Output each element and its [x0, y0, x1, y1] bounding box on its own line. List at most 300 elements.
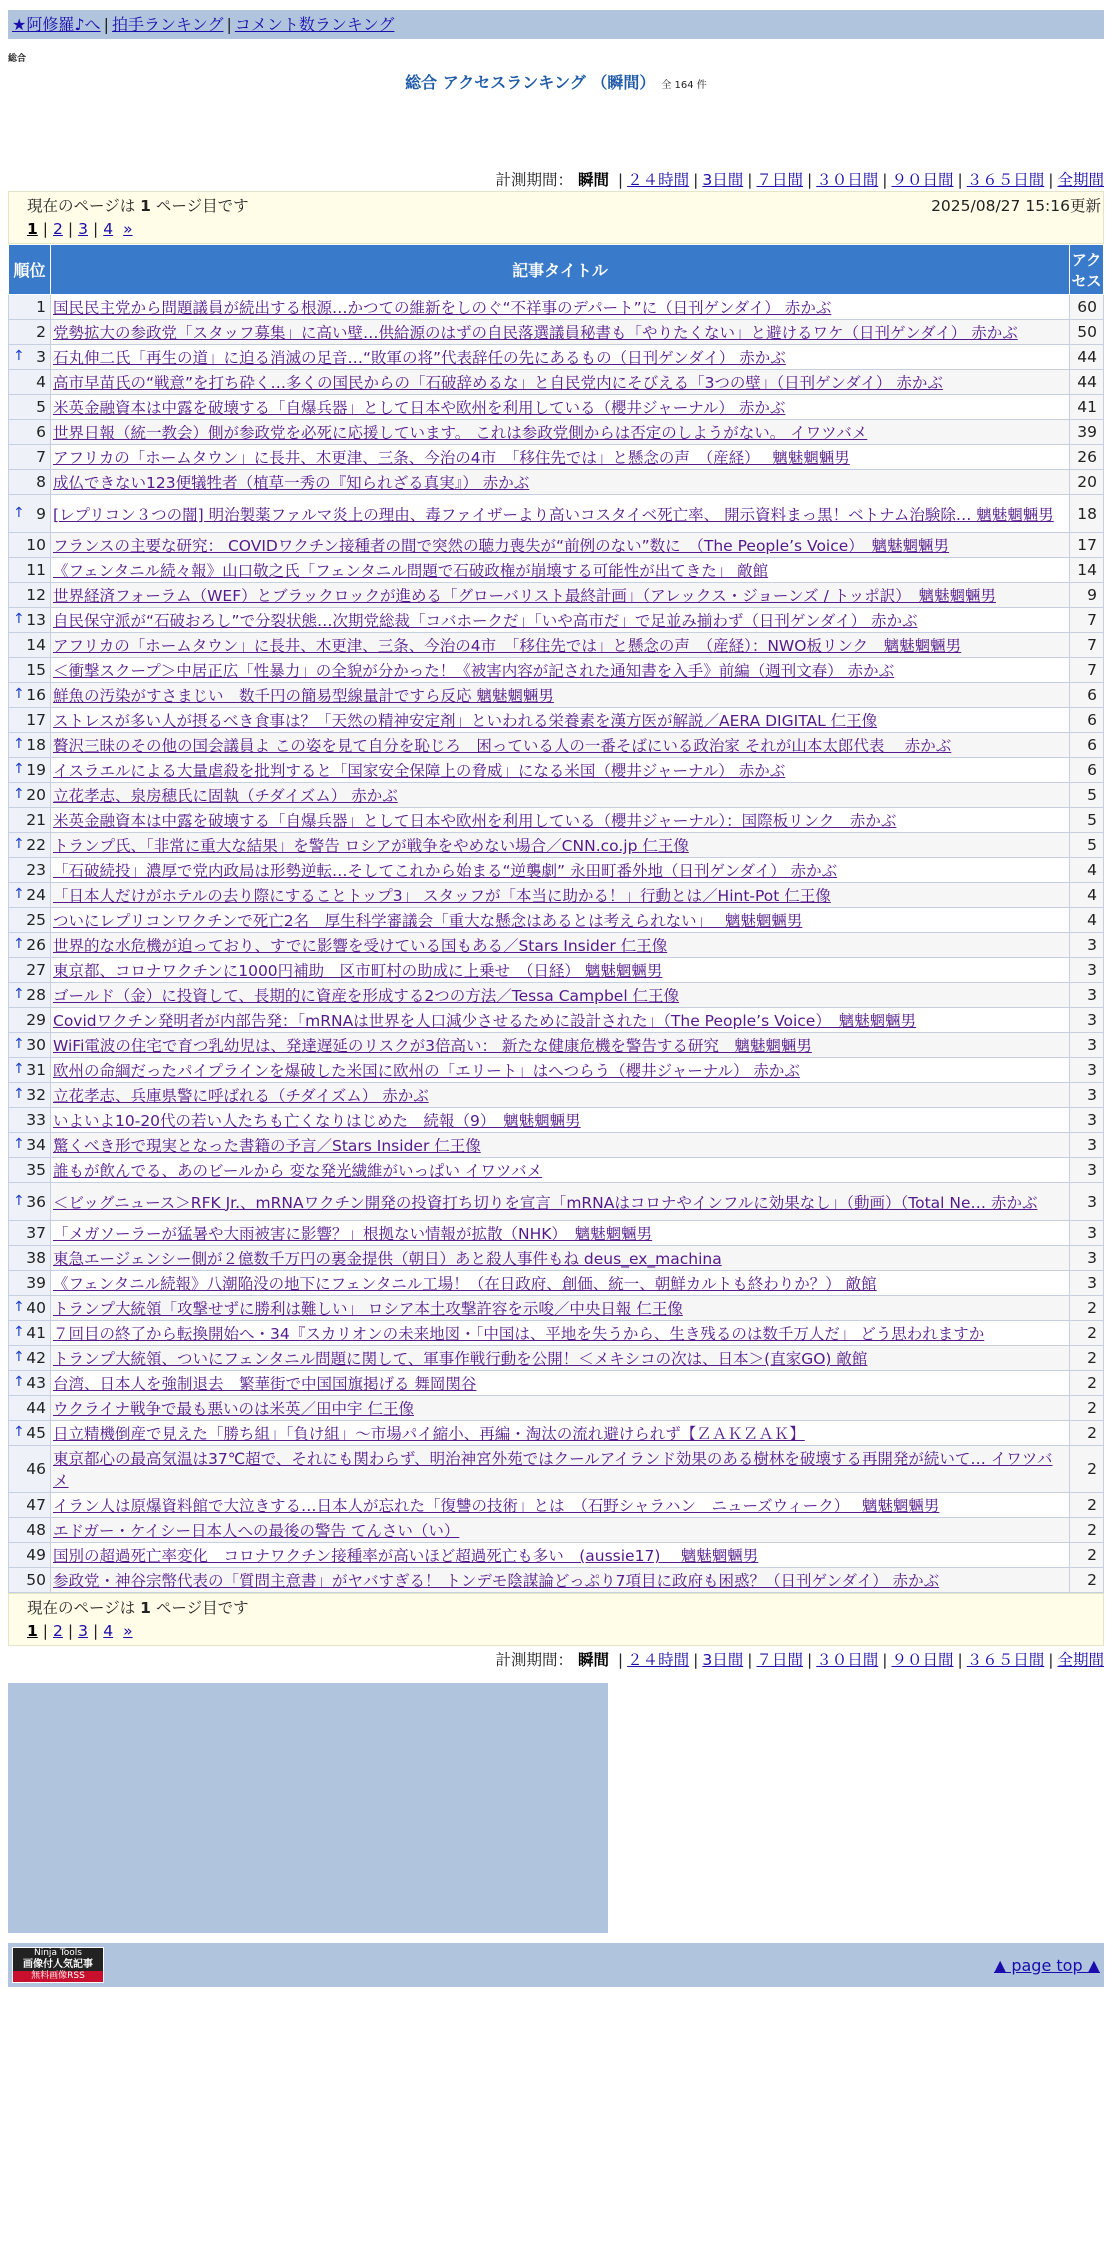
separator: | — [42, 1622, 49, 1640]
table-row — [9, 783, 1104, 808]
rank-cell — [9, 983, 51, 1008]
top-navigation: ★阿修羅♪へ | 拍手ランキング | コメント数ランキング — [8, 10, 1104, 39]
page-link[interactable]: » — [123, 220, 133, 238]
rank-number: 10 — [26, 536, 46, 554]
rank-cell — [9, 708, 51, 733]
rank-number: 7 — [36, 448, 46, 466]
table-row — [9, 1133, 1104, 1158]
rank-number: 13 — [26, 611, 46, 629]
rank-cell — [9, 1246, 51, 1271]
title-cell — [51, 658, 1070, 683]
access-count: 3 — [1070, 983, 1104, 1008]
title-cell — [51, 1346, 1070, 1371]
title-cell — [51, 683, 1070, 708]
article-link[interactable]: 高市早苗氏の“戦意”を打ち砕く…多くの国民からの「石破辞めるな」と自民党内にそびえる「3つの壁」（日刊ゲンダイ） 赤かぶ — [53, 374, 943, 392]
article-link[interactable]: エドガー・ケイシー日本人への最後の警告 てんさい（い） — [53, 1522, 460, 1540]
access-count: 2 — [1070, 1346, 1104, 1371]
period-selector — [0, 169, 1104, 191]
rank-number: 40 — [26, 1299, 46, 1317]
title-cell — [51, 958, 1070, 983]
page-link: 1 — [27, 220, 38, 238]
page-top-link[interactable]: ▲ page top ▲ — [993, 1955, 1100, 1975]
table-row — [9, 1296, 1104, 1321]
article-link[interactable]: 日立精機倒産で見えた「勝ち組」「負け組」～市場パイ縮小、再編・淘汰の流れ避けられず【ＺＡＫＺＡＫ】 — [53, 1425, 805, 1443]
arrow-up-icon: ↑ — [13, 348, 25, 364]
access-count: 4 — [1070, 858, 1104, 883]
rank-number: 9 — [36, 504, 46, 523]
access-count: 44 — [1070, 370, 1104, 395]
article-link[interactable]: 立花孝志、兵庫県警に呼ばれる（チダイズム） 赤かぶ — [53, 1087, 429, 1105]
rank-number: 20 — [26, 786, 46, 804]
page-link[interactable]: 3 — [78, 1622, 89, 1640]
table-row — [9, 958, 1104, 983]
article-link[interactable]: ついにレプリコンワクチンで死亡2名 厚生科学審議会「重大な懸念はあるとは考えられない」 魑魅魍魎男 — [53, 912, 803, 930]
table-row — [9, 1058, 1104, 1083]
title-cell — [51, 320, 1070, 345]
rank-cell — [9, 908, 51, 933]
period-label: 計測期間： — [495, 171, 573, 189]
rank-number: 3 — [36, 348, 46, 366]
table-row — [9, 708, 1104, 733]
separator: | — [1048, 1651, 1054, 1669]
title-cell — [51, 1271, 1070, 1296]
page-link[interactable]: » — [123, 1622, 133, 1640]
table-row — [9, 370, 1104, 395]
table-row — [9, 1321, 1104, 1346]
period-option[interactable]: ３０日間 — [816, 171, 879, 189]
title-cell — [51, 1083, 1070, 1108]
article-link[interactable]: 「日本人だけがホテルの去り際にすることトップ3」 スタッフが「本当に助かる！」行動とは／Hint-Pot 仁王像 — [53, 887, 831, 905]
article-link[interactable]: 世界的な水危機が迫っており、すでに影響を受けている国もある／Stars Insider 仁王像 — [53, 937, 668, 955]
rank-number: 1 — [36, 298, 46, 316]
article-link[interactable]: 欧州の命綱だったパイプラインを爆破した米国に欧州の「エリート」はへつらう（櫻井ジャーナル） 赤かぶ — [53, 1062, 800, 1080]
arrow-up-icon: ↑ — [13, 1192, 25, 1209]
article-link[interactable]: アフリカの「ホームタウン」に長井、木更津、三条、今治の4市 「移住先では」と懸念の声 （産経） 魑魅魍魎男 — [53, 449, 850, 467]
rank-number: 44 — [26, 1399, 46, 1417]
period-option[interactable]: 3日間 — [702, 1651, 744, 1669]
separator: | — [93, 220, 99, 238]
arrow-up-icon: ↑ — [13, 1349, 25, 1365]
table-row — [9, 883, 1104, 908]
rank-cell — [9, 420, 51, 445]
table-row — [9, 658, 1104, 683]
title-cell — [51, 420, 1070, 445]
access-count: 3 — [1070, 1083, 1104, 1108]
title-cell — [51, 1371, 1070, 1396]
title-cell — [51, 808, 1070, 833]
title-cell — [51, 633, 1070, 658]
header-title: 記事タイトル — [51, 245, 1070, 295]
table-row — [9, 1493, 1104, 1518]
arrow-up-icon: ↑ — [13, 1424, 25, 1440]
rank-number: 16 — [26, 686, 46, 704]
access-count: 7 — [1070, 658, 1104, 683]
access-count: 5 — [1070, 808, 1104, 833]
rank-cell — [9, 1008, 51, 1033]
access-count: 2 — [1070, 1446, 1104, 1493]
article-link[interactable]: 東急エージェンシー側が２億数千万円の裏金提供（朝日）あと殺人事件もね deus_ex_machina — [53, 1250, 722, 1268]
rank-cell — [9, 295, 51, 320]
rank-cell — [9, 345, 51, 370]
rank-cell — [9, 783, 51, 808]
article-link[interactable]: [レプリコン３つの闇] 明治製薬ファルマ炎上の理由、毒ファイザーより高いコスタイベ死亡率、 開示資料まっ黒！ベトナム治験除… 魑魅魍魎男 — [53, 505, 1054, 524]
rank-number: 48 — [26, 1521, 46, 1539]
article-link[interactable]: ウクライナ戦争で最も悪いのは米英／田中宇 仁王像 — [53, 1400, 414, 1418]
article-link[interactable]: トランプ大統領、ついにフェンタニル問題に関して、軍事作戦行動を公開！＜メキシコの次は、日本＞(直家GO) 敵館 — [53, 1350, 868, 1368]
article-link[interactable]: 鮮魚の汚染がすさまじい 数千円の簡易型線量計ですら反応 魑魅魍魎男 — [53, 687, 554, 705]
separator: | — [957, 1651, 963, 1669]
applause-ranking-link[interactable]: 拍手ランキング — [111, 15, 224, 34]
article-link[interactable]: 「石破続投」濃厚で党内政局は形勢逆転…そしてこれから始まる“逆襲劇” 永田町番外地（日刊ゲンダイ） 赤かぶ — [53, 862, 838, 880]
comment-ranking-link[interactable]: コメント数ランキング — [234, 15, 395, 34]
arrow-up-icon: ↑ — [13, 1061, 25, 1077]
rank-number: 39 — [26, 1274, 46, 1292]
table-row — [9, 445, 1104, 470]
table-row — [9, 558, 1104, 583]
table-row — [9, 420, 1104, 445]
article-link[interactable]: 台湾、日本人を強制退去 繁華街で中国国旗掲げる 舞岡関谷 — [53, 1375, 477, 1393]
table-row — [9, 295, 1104, 320]
title-cell — [51, 1058, 1070, 1083]
arrow-up-icon: ↑ — [13, 1374, 25, 1390]
header-count: アクセス — [1070, 245, 1104, 295]
access-count: 3 — [1070, 1246, 1104, 1271]
rank-number: 4 — [36, 373, 46, 391]
section-label: 総合 — [8, 54, 27, 64]
separator: | — [747, 171, 753, 189]
article-link[interactable]: ７回目の終了から転換開始へ・34『スカリオンの未来地図・「中国は、平地を失うから、生き残るのは数千万人だ」 どう思われますか — [53, 1325, 985, 1343]
article-link[interactable]: 驚くべき形で現実となった書籍の予言／Stars Insider 仁王像 — [53, 1137, 481, 1155]
access-count: 3 — [1070, 1033, 1104, 1058]
period-option[interactable]: ９０日間 — [891, 1651, 954, 1669]
rank-cell — [9, 808, 51, 833]
title-cell — [51, 708, 1070, 733]
table-row — [9, 1246, 1104, 1271]
rank-cell — [9, 395, 51, 420]
separator: | — [67, 220, 74, 238]
rank-number: 17 — [26, 711, 46, 729]
rank-cell — [9, 370, 51, 395]
arrow-up-icon: ↑ — [13, 686, 25, 702]
header-rank: 順位 — [9, 245, 51, 295]
access-count: 3 — [1070, 1158, 1104, 1183]
table-row — [9, 1543, 1104, 1568]
rank-number: 50 — [26, 1571, 46, 1589]
rank-number: 15 — [26, 661, 46, 679]
period-label: 計測期間： — [495, 1651, 573, 1669]
article-link[interactable]: 自民保守派が“石破おろし”で分裂状態…次期党総裁「コバホークだ」「いや高市だ」で足並み揃わず（日刊ゲンダイ） 赤かぶ — [53, 612, 918, 630]
rank-cell — [9, 1371, 51, 1396]
access-count: 2 — [1070, 1518, 1104, 1543]
arrow-up-icon: ↑ — [13, 504, 25, 521]
access-count: 50 — [1070, 320, 1104, 345]
period-option[interactable]: ７日間 — [756, 1651, 803, 1669]
article-link[interactable]: 東京都心の最高気温は37℃超で、それにも関わらず、明治神宮外苑ではクールアイランド効果のある樹林を破壊する再開発が続いて… イワツバメ — [53, 1450, 1053, 1490]
rank-number: 33 — [26, 1111, 46, 1129]
table-row — [9, 1371, 1104, 1396]
title-cell — [51, 1543, 1070, 1568]
rank-number: 21 — [26, 811, 46, 829]
rank-number: 11 — [26, 561, 46, 579]
article-link[interactable]: ストレスが多い人が摂るべき食事は？「天然の精神安定剤」といわれる栄養素を漢方医が解説／AERA DIGITAL 仁王像 — [53, 712, 878, 730]
rank-cell — [9, 958, 51, 983]
rank-number: 27 — [26, 961, 46, 979]
page-link[interactable]: 3 — [78, 220, 89, 238]
access-count: 14 — [1070, 558, 1104, 583]
arrow-up-icon: ↑ — [13, 1086, 25, 1102]
access-count: 2 — [1070, 1321, 1104, 1346]
title-cell — [51, 370, 1070, 395]
article-link[interactable]: 《フェンタニル続々報》山口敬之氏「フェンタニル問題で石破政権が崩壊する可能性が出てきた」 敵館 — [53, 562, 769, 580]
article-link[interactable]: フランスの主要な研究： COVIDワクチン接種者の間で突然の聴力喪失が“前例のない”数に （The People’s Voice） 魑魅魍魎男 — [53, 537, 950, 555]
rank-number: 42 — [26, 1349, 46, 1367]
table-row — [9, 983, 1104, 1008]
title-cell — [51, 883, 1070, 908]
access-count: 3 — [1070, 1271, 1104, 1296]
table-row — [9, 1083, 1104, 1108]
access-count: 26 — [1070, 445, 1104, 470]
title-cell — [51, 1246, 1070, 1271]
title-cell — [51, 445, 1070, 470]
rank-number: 29 — [26, 1011, 46, 1029]
page-link[interactable]: 2 — [53, 1622, 63, 1640]
separator: | — [693, 171, 699, 189]
rank-number: 8 — [36, 473, 46, 491]
rank-number: 30 — [26, 1036, 46, 1054]
access-count: 2 — [1070, 1296, 1104, 1321]
access-count: 4 — [1070, 883, 1104, 908]
article-link[interactable]: イラン人は原爆資料館で大泣きする…日本人が忘れた「復讐の技術」とは （石野シャラハン ニューズウィーク） 魑魅魍魎男 — [53, 1497, 940, 1515]
article-link[interactable]: WiFi電波の住宅で育つ乳幼児は、発達遅延のリスクが3倍高い： 新たな健康危機を警告する研究 魑魅魍魎男 — [53, 1037, 812, 1055]
rank-number: 46 — [26, 1460, 46, 1478]
article-link[interactable]: ゴールド（金）に投資して、長期的に資産を形成する2つの方法／Tessa Campbel 仁王像 — [53, 987, 680, 1005]
access-count: 3 — [1070, 1008, 1104, 1033]
current-page-text: 現在のページは 1 ページ目です — [27, 197, 249, 215]
title-cell — [51, 733, 1070, 758]
table-row — [9, 833, 1104, 858]
article-link[interactable]: イスラエルによる大量虐殺を批判すると「国家安全保障上の脅威」になる米国（櫻井ジャーナル） 赤かぶ — [53, 762, 786, 780]
period-option[interactable]: 全期間 — [1057, 171, 1104, 189]
separator: | — [1048, 171, 1054, 189]
rank-number: 26 — [26, 936, 46, 954]
rank-cell — [9, 883, 51, 908]
period-option[interactable]: ２４時間 — [627, 1651, 690, 1669]
access-count: 6 — [1070, 733, 1104, 758]
rank-cell — [9, 533, 51, 558]
rank-cell — [9, 1033, 51, 1058]
article-link[interactable]: 国民民主党から問題議員が続出する根源…かつての維新をしのぐ“不祥事のデパート”に（日刊ゲンダイ） 赤かぶ — [53, 299, 832, 317]
rank-number: 14 — [26, 636, 46, 654]
rank-cell — [9, 1518, 51, 1543]
ninja-tools-logo[interactable]: Ninja Tools 画像付人気記事 無料画像RSS — [12, 1947, 104, 1983]
separator: | — [747, 1651, 753, 1669]
period-option[interactable]: 3日間 — [702, 171, 744, 189]
title-cell — [51, 933, 1070, 958]
period-option[interactable]: ９０日間 — [891, 171, 954, 189]
access-count: 3 — [1070, 958, 1104, 983]
title-cell — [51, 1108, 1070, 1133]
rank-cell — [9, 558, 51, 583]
rank-number: 31 — [26, 1061, 46, 1079]
separator: | — [882, 1651, 888, 1669]
access-count: 17 — [1070, 533, 1104, 558]
arrow-up-icon: ↑ — [13, 986, 25, 1002]
table-row — [9, 933, 1104, 958]
rank-cell — [9, 1543, 51, 1568]
page-link[interactable]: 4 — [103, 1622, 114, 1640]
article-link[interactable]: 石丸伸二氏「再生の道」に迫る消滅の足音…“敗軍の将”代表辞任の先にあるもの（日刊ゲンダイ） 赤かぶ — [53, 349, 786, 367]
article-link[interactable]: 米英金融資本は中露を破壊する「自爆兵器」として日本や欧州を利用している（櫻井ジャーナル）：国際板リンク 赤かぶ — [53, 812, 897, 830]
rank-cell — [9, 1271, 51, 1296]
page-link[interactable]: 2 — [53, 220, 63, 238]
period-option[interactable]: 全期間 — [1057, 1651, 1104, 1669]
rank-cell — [9, 1493, 51, 1518]
table-row — [9, 1221, 1104, 1246]
title-cell — [51, 1158, 1070, 1183]
table-row — [9, 1421, 1104, 1446]
rank-number: 28 — [26, 986, 46, 1004]
title-cell — [51, 1421, 1070, 1446]
period-selector-bottom — [0, 1649, 1104, 1671]
access-count: 3 — [1070, 1108, 1104, 1133]
pagination-bottom — [9, 1620, 1103, 1643]
arrow-up-icon: ↑ — [13, 611, 25, 627]
period-option[interactable]: ３６５日間 — [966, 1651, 1045, 1669]
access-count: 2 — [1070, 1371, 1104, 1396]
access-count: 9 — [1070, 583, 1104, 608]
access-count: 2 — [1070, 1493, 1104, 1518]
ranking-table — [8, 244, 1104, 1593]
period-option[interactable]: ７日間 — [756, 171, 803, 189]
arrow-up-icon: ↑ — [13, 1136, 25, 1152]
rank-cell — [9, 1346, 51, 1371]
separator: | — [67, 1622, 74, 1640]
arrow-up-icon: ↑ — [13, 761, 25, 777]
table-row — [9, 345, 1104, 370]
arrow-up-icon: ↑ — [13, 1299, 25, 1315]
period-option[interactable]: ２４時間 — [627, 171, 690, 189]
rank-cell — [9, 1058, 51, 1083]
table-row — [9, 633, 1104, 658]
article-link[interactable]: Covidワクチン発明者が内部告発：「mRNAは世界を人口減少させるために設計された」（The People’s Voice） 魑魅魍魎男 — [53, 1012, 917, 1030]
article-link[interactable]: 成仏できない123便犠牲者（植草一秀の『知られざる真実』） 赤かぶ — [53, 474, 530, 492]
table-row — [9, 758, 1104, 783]
article-link[interactable]: 立花孝志、泉房穂氏に固執（チダイズム） 赤かぶ — [53, 787, 398, 805]
article-link[interactable]: 世界経済フォーラム（WEF）とブラックロックが進める「グローバリスト最終計画」（アレックス・ジョーンズ / トッポ訳） 魑魅魍魎男 — [53, 587, 997, 605]
rank-cell — [9, 633, 51, 658]
table-row — [9, 583, 1104, 608]
table-row — [9, 1158, 1104, 1183]
title-cell — [51, 533, 1070, 558]
separator: | — [882, 171, 888, 189]
article-link[interactable]: 東京都、コロナワクチンに1000円補助 区市町村の助成に上乗せ （日経） 魑魅魍魎男 — [53, 962, 663, 980]
title-cell — [51, 858, 1070, 883]
title-cell — [51, 758, 1070, 783]
article-link[interactable]: トランプ大統領「攻撃せずに勝利は難しい」 ロシア本土攻撃許容を示唆／中央日報 仁王像 — [53, 1300, 683, 1318]
access-count: 60 — [1070, 295, 1104, 320]
article-link[interactable]: トランプ氏、「非常に重大な結果」を警告 ロシアが戦争をやめない場合／CNN.co.jp 仁王像 — [53, 837, 689, 855]
rank-cell — [9, 1083, 51, 1108]
rank-number: 41 — [26, 1324, 46, 1342]
rank-number: 6 — [36, 423, 46, 441]
period-option[interactable]: ３６５日間 — [966, 171, 1045, 189]
title-cell — [51, 833, 1070, 858]
current-page-text-bottom: 現在のページは 1 ページ目です — [27, 1599, 249, 1617]
arrow-up-icon: ↑ — [13, 1324, 25, 1340]
article-link[interactable]: 党勢拡大の参政党「スタッフ募集」に高い壁…供給源のはずの自民落選議員秘書も「やりたくない」と避けるワケ（日刊ゲンダイ） 赤かぶ — [53, 324, 1018, 342]
table-row — [9, 1008, 1104, 1033]
title-cell — [51, 470, 1070, 495]
separator: | — [693, 1651, 699, 1669]
access-count: 4 — [1070, 908, 1104, 933]
page-info-bottom — [8, 1593, 1104, 1646]
table-row — [9, 683, 1104, 708]
title-cell — [51, 1008, 1070, 1033]
article-link[interactable]: 誰もが飲んでる、あのビールから 変な発光繊維がいっぱい イワツバメ — [53, 1162, 543, 1180]
rank-cell — [9, 1568, 51, 1593]
home-link[interactable]: ★阿修羅♪へ — [12, 15, 101, 34]
article-link[interactable]: 贅沢三昧のその他の国会議員よ この姿を見て自分を恥じろ 困っている人の一番そばにいる政治家 それが山本太郎代表 赤かぶ — [53, 737, 952, 755]
table-row — [9, 395, 1104, 420]
rank-cell — [9, 658, 51, 683]
article-link[interactable]: いよいよ10-20代の若い人たちも亡くなりはじめた 続報（9） 魑魅魍魎男 — [53, 1112, 581, 1130]
page-title-text: 総合 アクセスランキング （瞬間） — [405, 73, 656, 92]
rank-number: 19 — [26, 761, 46, 779]
rank-number: 36 — [26, 1192, 46, 1211]
arrow-up-icon: ↑ — [13, 786, 25, 802]
rank-number: 38 — [26, 1249, 46, 1267]
footer — [8, 1943, 1104, 1987]
pagination — [9, 218, 1103, 241]
title-cell — [51, 1446, 1070, 1493]
article-link[interactable]: 国別の超過死亡率変化 コロナワクチン接種率が高いほど超過死亡も多い (aussie17) 魑魅魍魎男 — [53, 1547, 759, 1565]
rank-number: 35 — [26, 1161, 46, 1179]
table-row — [9, 1568, 1104, 1593]
article-link[interactable]: 《フェンタニル続報》八潮陥没の地下にフェンタニル工場！（在日政府、創価、統一、朝鮮カルトも終わりか？） 敵館 — [53, 1275, 877, 1293]
rank-cell — [9, 1296, 51, 1321]
rank-number: 49 — [26, 1546, 46, 1564]
rank-cell — [9, 733, 51, 758]
access-count: 3 — [1070, 1183, 1104, 1221]
access-count: 7 — [1070, 608, 1104, 633]
table-row — [9, 858, 1104, 883]
access-count: 2 — [1070, 1421, 1104, 1446]
title-cell — [51, 1296, 1070, 1321]
rank-cell — [9, 833, 51, 858]
article-link[interactable]: 参政党・神谷宗幣代表の「質問主意書」がヤバすぎる！ トンデモ陰謀論どっぷり7項目に政府も困惑？（日刊ゲンダイ） 赤かぶ — [53, 1572, 940, 1590]
access-count: 39 — [1070, 420, 1104, 445]
rank-cell — [9, 683, 51, 708]
page-link[interactable]: 4 — [103, 220, 114, 238]
page-link: 1 — [27, 1622, 38, 1640]
page-title — [0, 70, 1112, 93]
article-link[interactable]: ＜衝撃スクープ＞中居正広「性暴力」の全貌が分かった！《被害内容が記された通知書を入手》前編（週刊文春） 赤かぶ — [53, 662, 895, 680]
table-row — [9, 733, 1104, 758]
article-link[interactable]: 「メガソーラーが猛暑や大雨被害に影響？」根拠ない情報が拡散（NHK） 魑魅魍魎男 — [53, 1225, 653, 1243]
title-cell — [51, 495, 1070, 533]
article-link[interactable]: ＜ビッグニュース＞RFK Jr.、mRNAワクチン開発の投資打ち切りを宣言「mRNAはコロナやインフルに効果なし」（動画）（Total Ne… 赤かぶ — [53, 1193, 1038, 1212]
article-link[interactable]: アフリカの「ホームタウン」に長井、木更津、三条、今治の4市 「移住先では」と懸念の声 （産経）：NWO板リンク 魑魅魍魎男 — [53, 637, 962, 655]
title-cell — [51, 1133, 1070, 1158]
rank-cell — [9, 1446, 51, 1493]
rank-number: 32 — [26, 1086, 46, 1104]
table-row — [9, 1108, 1104, 1133]
access-count: 18 — [1070, 495, 1104, 533]
period-option[interactable]: ３０日間 — [816, 1651, 879, 1669]
rank-number: 18 — [26, 736, 46, 754]
article-link[interactable]: 世界日報（統一教会）側が参政党を必死に応援しています。 これは参政党側からは否定のしようがない。 イワツバメ — [53, 424, 868, 442]
article-link[interactable]: 米英金融資本は中露を破壊する「自爆兵器」として日本や欧州を利用している（櫻井ジャーナル） 赤かぶ — [53, 399, 786, 417]
